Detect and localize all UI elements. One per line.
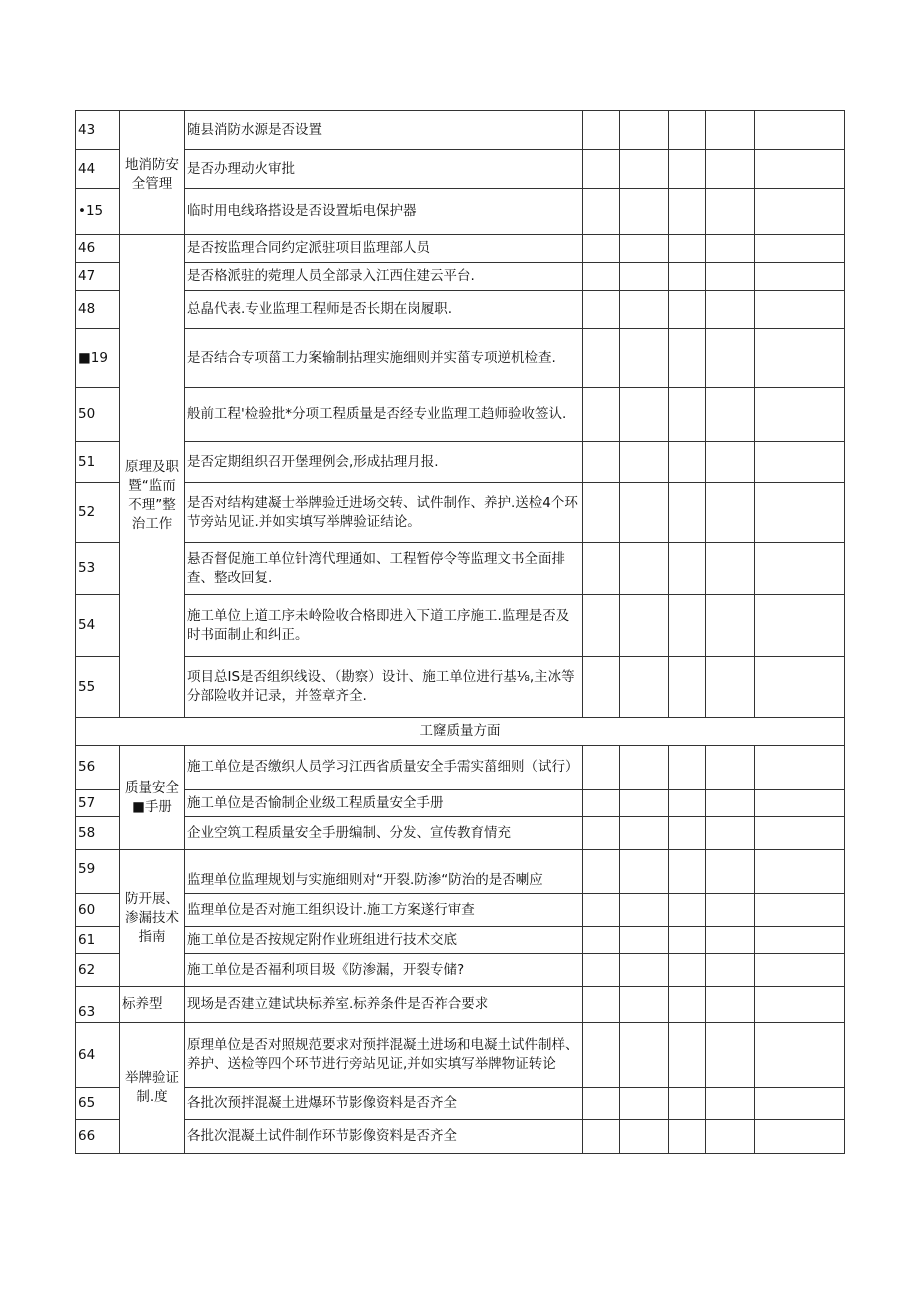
remark-cell[interactable] — [755, 388, 845, 442]
result-cell[interactable] — [583, 657, 620, 718]
result-cell[interactable] — [620, 291, 669, 329]
result-cell[interactable] — [620, 442, 669, 483]
table-row — [76, 189, 845, 235]
remark-cell[interactable] — [755, 850, 845, 894]
row-number: 48 — [76, 291, 120, 329]
result-cell[interactable] — [669, 894, 706, 927]
result-cell[interactable] — [669, 442, 706, 483]
result-cell[interactable] — [669, 1120, 706, 1154]
check-item: 随县消防水源是否设置 — [185, 111, 583, 150]
table-row — [76, 894, 845, 927]
check-item: 临时用电线珞搭设是否设置垢电保护器 — [185, 189, 583, 235]
result-cell[interactable] — [706, 1023, 755, 1088]
inspection-table — [75, 110, 845, 1154]
row-number: 60 — [76, 894, 120, 927]
remark-cell[interactable] — [755, 543, 845, 595]
result-cell[interactable] — [583, 790, 620, 817]
table-row — [76, 790, 845, 817]
remark-cell[interactable] — [755, 111, 845, 150]
remark-cell[interactable] — [755, 927, 845, 954]
result-cell[interactable] — [706, 927, 755, 954]
table-row — [76, 111, 845, 150]
result-cell[interactable] — [669, 235, 706, 263]
result-cell[interactable] — [669, 817, 706, 850]
remark-cell[interactable] — [755, 442, 845, 483]
result-cell[interactable] — [669, 954, 706, 987]
category-supervision — [120, 235, 185, 718]
result-cell[interactable] — [706, 817, 755, 850]
remark-cell[interactable] — [755, 595, 845, 657]
result-cell[interactable] — [583, 111, 620, 150]
table-row — [76, 1088, 845, 1120]
result-cell[interactable] — [620, 388, 669, 442]
check-item: 施工单位是否按规定附作业班组进行技术交底 — [185, 927, 583, 954]
category-label: 原理及职暨“监而不理”整治工作 — [125, 459, 179, 532]
check-item: 各批次预拌混凝土进爆环节影像资料是否齐全 — [185, 1088, 583, 1120]
row-number: 65 — [76, 1088, 120, 1120]
row-number: 43 — [76, 111, 120, 150]
result-cell[interactable] — [583, 388, 620, 442]
result-cell[interactable] — [620, 894, 669, 927]
row-number: 52 — [76, 483, 120, 543]
remark-cell[interactable] — [755, 894, 845, 927]
result-cell[interactable] — [669, 850, 706, 894]
section-heading: 工窿质量方面 — [76, 718, 845, 746]
result-cell[interactable] — [583, 291, 620, 329]
result-cell[interactable] — [583, 987, 620, 1023]
remark-cell[interactable] — [755, 263, 845, 291]
row-number: 62 — [76, 954, 120, 987]
remark-cell[interactable] — [755, 1023, 845, 1088]
check-item: 监理单位监理规划与实施细则对“开裂.防渗“防治的是否喇应 — [185, 850, 583, 894]
check-item: 般前工程'检验批*分项工程质量是否经专业监理工趋师验收签认. — [185, 388, 583, 442]
result-cell[interactable] — [706, 1120, 755, 1154]
result-cell[interactable] — [669, 150, 706, 189]
result-cell[interactable] — [706, 1088, 755, 1120]
row-number: 59 — [76, 850, 120, 894]
result-cell[interactable] — [669, 790, 706, 817]
result-cell[interactable] — [669, 595, 706, 657]
remark-cell[interactable] — [755, 1120, 845, 1154]
result-cell[interactable] — [669, 329, 706, 388]
result-cell[interactable] — [706, 263, 755, 291]
table-row — [76, 329, 845, 388]
row-number: 47 — [76, 263, 120, 291]
result-cell[interactable] — [620, 657, 669, 718]
result-cell[interactable] — [583, 329, 620, 388]
result-cell[interactable] — [706, 329, 755, 388]
row-number: 64 — [76, 1023, 120, 1088]
category-label: 地消防安全管理 — [125, 156, 179, 192]
result-cell[interactable] — [706, 388, 755, 442]
result-cell[interactable] — [620, 483, 669, 543]
table-row — [76, 388, 845, 442]
row-number: 57 — [76, 790, 120, 817]
row-number: 55 — [76, 657, 120, 718]
result-cell[interactable] — [583, 189, 620, 235]
remark-cell[interactable] — [755, 746, 845, 790]
result-cell[interactable] — [583, 894, 620, 927]
check-item: 施工单位是否缴织人员学习江西省质量安全手需实菑细则（试行） — [185, 746, 583, 790]
remark-cell[interactable] — [755, 150, 845, 189]
check-item: 项目总IS是否组织线设、（勘察）设计、施工单位进行基⅛,主冰等分部险收并记录，并签章齐全. — [185, 657, 583, 718]
result-cell[interactable] — [620, 189, 669, 235]
result-cell[interactable] — [583, 746, 620, 790]
section-row — [76, 718, 845, 746]
remark-cell[interactable] — [755, 657, 845, 718]
row-number: 46 — [76, 235, 120, 263]
row-number: 53 — [76, 543, 120, 595]
result-cell[interactable] — [583, 850, 620, 894]
result-cell[interactable] — [669, 746, 706, 790]
row-number: 56 — [76, 746, 120, 790]
result-cell[interactable] — [706, 235, 755, 263]
row-number: 58 — [76, 817, 120, 850]
remark-cell[interactable] — [755, 189, 845, 235]
result-cell[interactable] — [620, 595, 669, 657]
category-label: 防开展、渗漏技术指南 — [125, 890, 179, 945]
result-cell[interactable] — [706, 483, 755, 543]
result-cell[interactable] — [706, 790, 755, 817]
check-item: 是否按监理合同约定派驻项目监理部人员 — [185, 235, 583, 263]
result-cell[interactable] — [706, 150, 755, 189]
table-row — [76, 442, 845, 483]
check-item: 是否对结构建凝士举牌验迁进场交转、试件制作、养护.送检4个环节旁站见证.并如实填写举牌验证结论。 — [185, 483, 583, 543]
row-number: 51 — [76, 442, 120, 483]
table-row — [76, 954, 845, 987]
result-cell[interactable] — [583, 595, 620, 657]
row-number: 54 — [76, 595, 120, 657]
check-item: 施工单位是否愉制企业级工程质量安全手册 — [185, 790, 583, 817]
result-cell[interactable] — [583, 235, 620, 263]
result-cell[interactable] — [706, 657, 755, 718]
result-cell[interactable] — [620, 1120, 669, 1154]
row-number: 63 — [76, 987, 120, 1023]
result-cell[interactable] — [669, 1023, 706, 1088]
check-item: 施工单位是否福利项目圾《防渗漏，开裂专储? — [185, 954, 583, 987]
table-row — [76, 850, 845, 894]
result-cell[interactable] — [669, 543, 706, 595]
result-cell[interactable] — [706, 111, 755, 150]
result-cell[interactable] — [620, 927, 669, 954]
table-row — [76, 1120, 845, 1154]
category-sign-verification — [120, 1023, 185, 1154]
result-cell[interactable] — [620, 329, 669, 388]
check-item: 现场是否建立建试块标养室.标养条件是否祚合要求 — [185, 987, 583, 1023]
result-cell[interactable] — [620, 263, 669, 291]
check-item: 原理单位是否对照规范要求对预拌混凝土进场和电凝土试件制样、养护、送检等四个环节进行旁站见证,并如实填写举牌物证转论 — [185, 1023, 583, 1088]
category-quality-manual — [120, 746, 185, 850]
table-row — [76, 1023, 845, 1088]
table-row — [76, 291, 845, 329]
result-cell[interactable] — [620, 235, 669, 263]
result-cell[interactable] — [620, 954, 669, 987]
check-item: 监理单位是否对施工组织设计.施工方案遂行审查 — [185, 894, 583, 927]
row-number: ■19 — [76, 329, 120, 388]
table-row — [76, 927, 845, 954]
result-cell[interactable] — [706, 954, 755, 987]
result-cell[interactable] — [669, 657, 706, 718]
check-item: 是否格派驻的菀理人员全部录入江西住建云平台. — [185, 263, 583, 291]
result-cell[interactable] — [669, 291, 706, 329]
check-item: 总皛代表.专业监理工程师是否长期在岗履职. — [185, 291, 583, 329]
result-cell[interactable] — [620, 150, 669, 189]
table-row — [76, 657, 845, 718]
result-cell[interactable] — [583, 1088, 620, 1120]
table-row — [76, 235, 845, 263]
result-cell[interactable] — [706, 291, 755, 329]
check-item: 是否定期组织召开堡理例会,形成拈理月报. — [185, 442, 583, 483]
result-cell[interactable] — [620, 1023, 669, 1088]
result-cell[interactable] — [583, 442, 620, 483]
result-cell[interactable] — [583, 817, 620, 850]
category-label: 标养型 — [122, 996, 163, 1012]
check-item: 是否结合专项菑工力案输制拈理实施细则并实菑专项逆机检查. — [185, 329, 583, 388]
result-cell[interactable] — [583, 150, 620, 189]
table-row — [76, 150, 845, 189]
result-cell[interactable] — [669, 263, 706, 291]
check-item: 悬否督促施工单位针湾代理通如、工程暂停令等监理文书全面排查、整改回复. — [185, 543, 583, 595]
remark-cell[interactable] — [755, 483, 845, 543]
result-cell[interactable] — [620, 111, 669, 150]
result-cell[interactable] — [669, 927, 706, 954]
category-leak-prevention — [120, 850, 185, 987]
result-cell[interactable] — [669, 388, 706, 442]
result-cell[interactable] — [620, 746, 669, 790]
result-cell[interactable] — [669, 111, 706, 150]
table-row — [76, 987, 845, 1023]
result-cell[interactable] — [669, 189, 706, 235]
category-fire-safety — [120, 111, 185, 235]
result-cell[interactable] — [620, 850, 669, 894]
result-cell[interactable] — [583, 543, 620, 595]
result-cell[interactable] — [583, 483, 620, 543]
check-item: 是否办理动火审批 — [185, 150, 583, 189]
result-cell[interactable] — [620, 1088, 669, 1120]
result-cell[interactable] — [583, 954, 620, 987]
result-cell[interactable] — [620, 817, 669, 850]
row-number: 50 — [76, 388, 120, 442]
check-item: 施工单位上道工序未岭险收合格即进入下道工序施工.监理是否及时书面制止和纠正。 — [185, 595, 583, 657]
row-number: 61 — [76, 927, 120, 954]
table-row — [76, 595, 845, 657]
remark-cell[interactable] — [755, 235, 845, 263]
remark-cell[interactable] — [755, 987, 845, 1023]
result-cell[interactable] — [669, 483, 706, 543]
row-number: •15 — [76, 189, 120, 235]
result-cell[interactable] — [620, 543, 669, 595]
result-cell[interactable] — [583, 263, 620, 291]
table-row — [76, 746, 845, 790]
table-row — [76, 263, 845, 291]
result-cell[interactable] — [583, 1023, 620, 1088]
result-cell[interactable] — [583, 927, 620, 954]
result-cell[interactable] — [669, 987, 706, 1023]
remark-cell[interactable] — [755, 790, 845, 817]
result-cell[interactable] — [706, 746, 755, 790]
result-cell[interactable] — [706, 543, 755, 595]
category-label: 举牌验证制.度 — [125, 1070, 179, 1105]
category-label: 质量安全■手册 — [125, 779, 179, 815]
table-row — [76, 483, 845, 543]
result-cell[interactable] — [583, 1120, 620, 1154]
table-row — [76, 817, 845, 850]
check-item: 各批次混凝土试件制作环节影像资料是否齐全 — [185, 1120, 583, 1154]
result-cell[interactable] — [620, 790, 669, 817]
table-row — [76, 543, 845, 595]
result-cell[interactable] — [706, 189, 755, 235]
result-cell[interactable] — [669, 1088, 706, 1120]
row-number: 44 — [76, 150, 120, 189]
result-cell[interactable] — [706, 894, 755, 927]
result-cell[interactable] — [706, 595, 755, 657]
remark-cell[interactable] — [755, 817, 845, 850]
row-number: 66 — [76, 1120, 120, 1154]
remark-cell[interactable] — [755, 954, 845, 987]
result-cell[interactable] — [620, 987, 669, 1023]
result-cell[interactable] — [706, 442, 755, 483]
result-cell[interactable] — [706, 987, 755, 1023]
remark-cell[interactable] — [755, 291, 845, 329]
check-item: 企业空筑工程质量安全手册编制、分发、宣传教育情充 — [185, 817, 583, 850]
remark-cell[interactable] — [755, 329, 845, 388]
result-cell[interactable] — [706, 850, 755, 894]
remark-cell[interactable] — [755, 1088, 845, 1120]
category-standard-curing — [120, 987, 185, 1023]
